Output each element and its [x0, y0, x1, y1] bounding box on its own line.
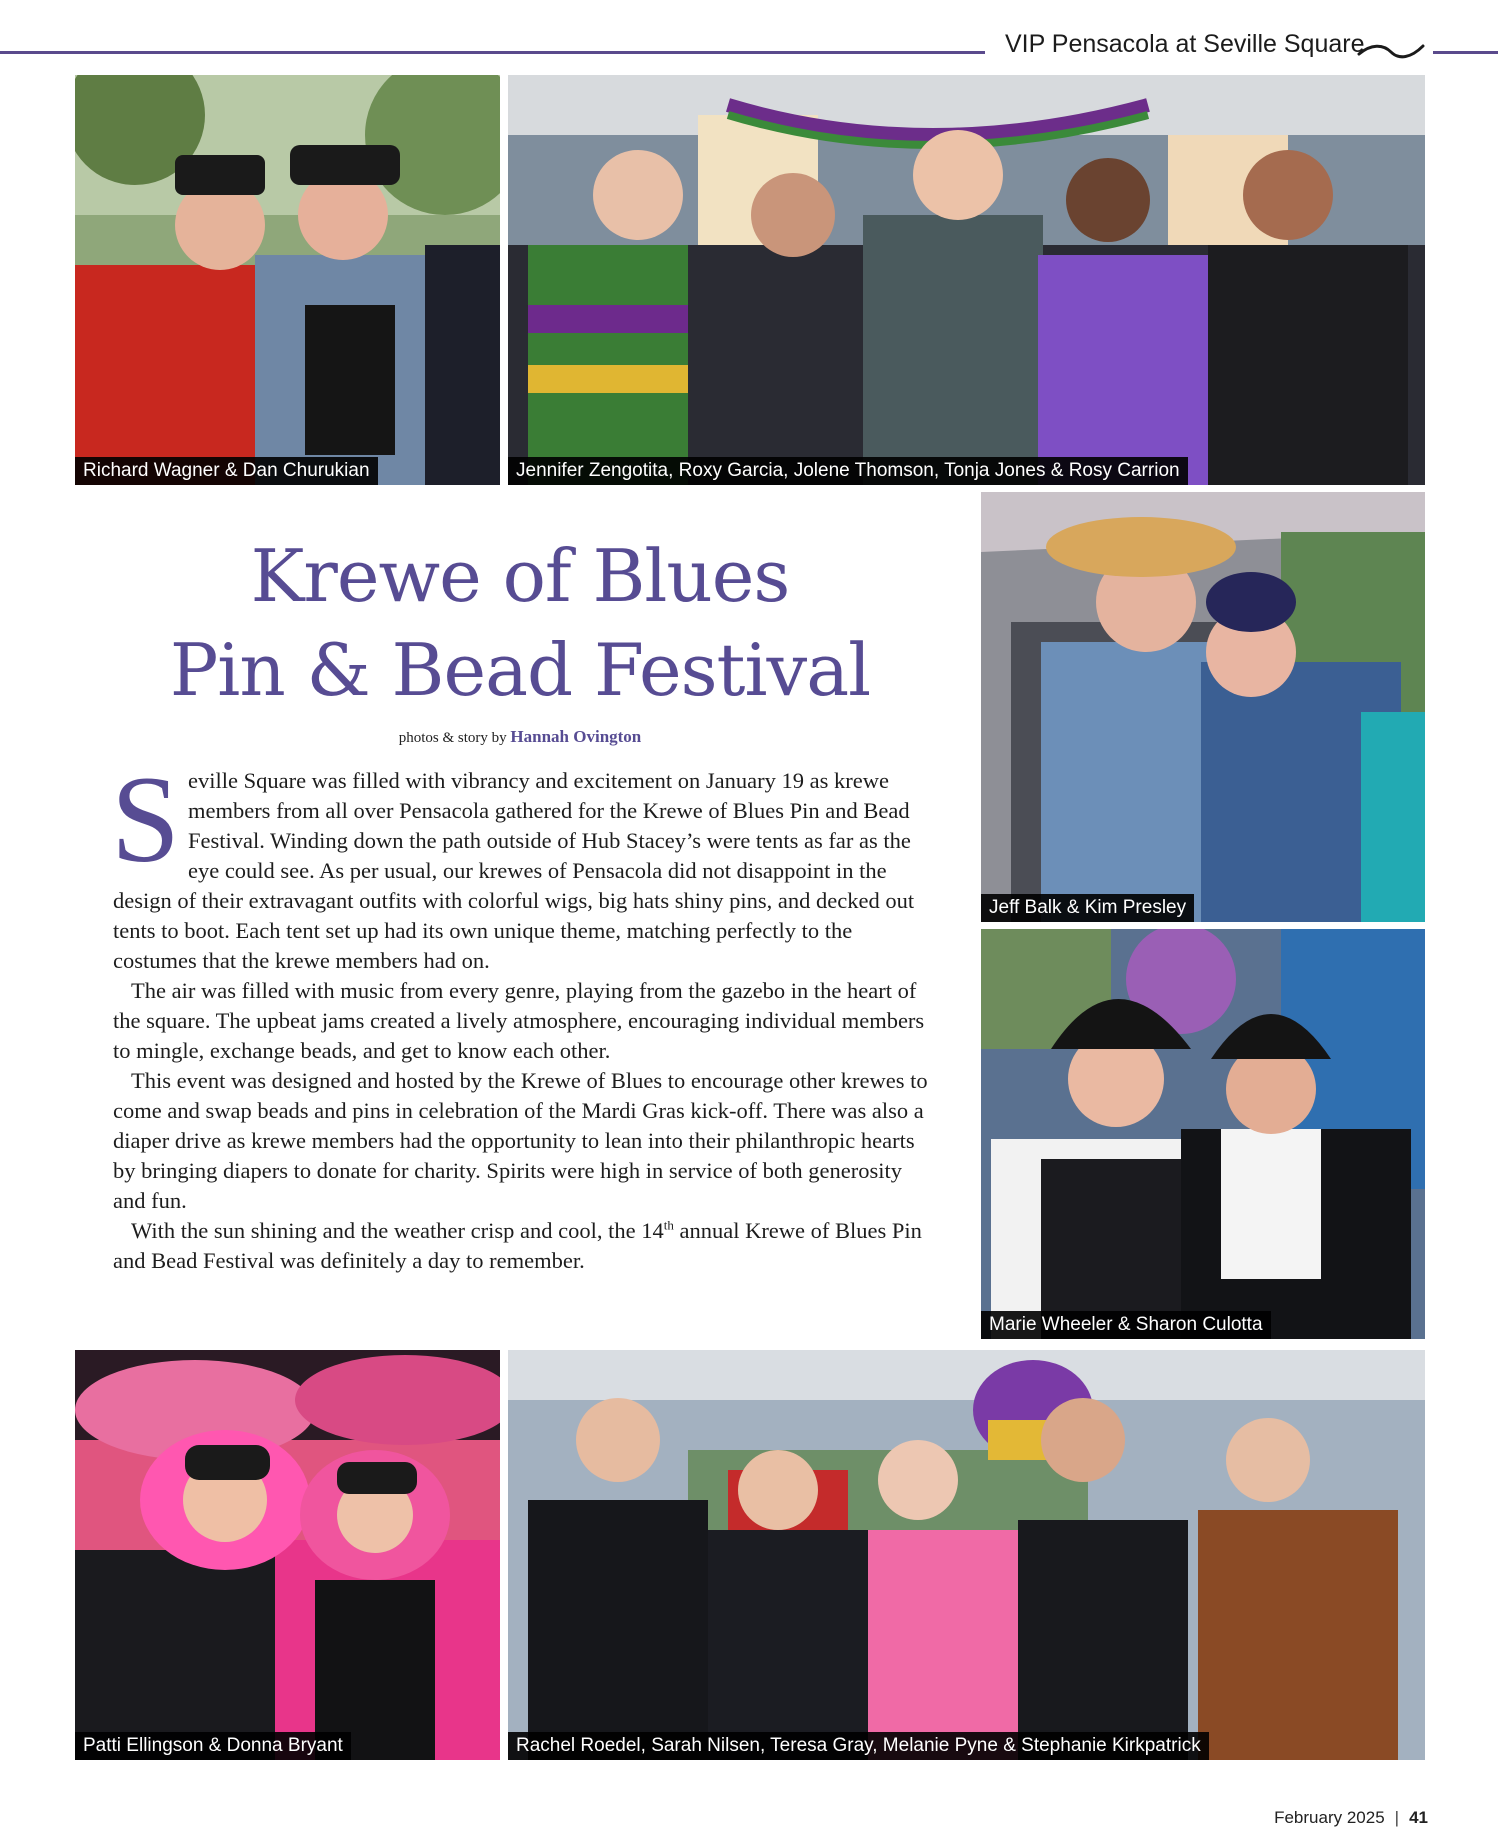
- byline-author: Hannah Ovington: [510, 727, 642, 746]
- photo-scene: [981, 492, 1425, 922]
- photo-scene: [75, 1350, 500, 1760]
- paragraph-1-text: eville Square was filled with vibrancy and excitement on January 19 as krewe members from all over Pensacola gathered for the Krewe of Blues Pin and Bead Festival. Winding down the path outside of Hub Stacey’s were tents as far as the eye could see. As per usual, our krewes of Pensacola did not disappoint in the design of their extravagant outfits with colorful wigs, big hats shiny pins, and decked out tents to boot. Each tent set up had its own unique theme, matching perfectly to the costumes that the krewe members had on.: [113, 768, 915, 973]
- page-footer: [1274, 1808, 1428, 1828]
- photo-scene: [981, 929, 1425, 1339]
- byline: [80, 727, 960, 747]
- photo-caption: Marie Wheeler & Sharon Culotta: [981, 1311, 1271, 1339]
- photo-scene: [75, 75, 500, 485]
- drop-cap: S: [111, 751, 180, 888]
- article-paragraph-1: [111, 751, 933, 976]
- ordinal-suffix: th: [663, 1217, 674, 1233]
- photo-caption: Richard Wagner & Dan Churukian: [75, 457, 378, 485]
- header-rule-right: [1433, 51, 1498, 54]
- footer-separator: |: [1394, 1808, 1400, 1827]
- paragraph-4-text-b: annual Krewe of Blues Pin and Bead Festival was definitely a day to remember.: [113, 1218, 922, 1273]
- paragraph-4-text-a: With the sun shining and the weather crisp and cool, the 14: [131, 1218, 664, 1243]
- article-title-line-2: Pin & Bead Festival: [169, 628, 871, 712]
- byline-prefix: photos & story by: [398, 730, 507, 746]
- photo-rachel-group: [508, 1350, 1425, 1760]
- article-title-line-1: Krewe of Blues: [250, 534, 790, 618]
- issue-date: February 2025: [1274, 1808, 1385, 1827]
- page-number: 41: [1409, 1808, 1428, 1827]
- photo-caption: Patti Ellingson & Donna Bryant: [75, 1732, 351, 1760]
- photo-caption: Jeff Balk & Kim Presley: [981, 894, 1194, 922]
- article-paragraph-4: [113, 1216, 933, 1276]
- article-paragraph-2: The air was filled with music from every genre, playing from the gazebo in the heart of the square. The upbeat jams created a lively atmosphere, encouraging individual members to mingle, exchange beads, and get to know each other.: [113, 978, 925, 1063]
- article-body: [111, 751, 933, 1276]
- photo-caption: Rachel Roedel, Sarah Nilsen, Teresa Gray, Melanie Pyne & Stephanie Kirkpatrick: [508, 1732, 1209, 1760]
- photo-jeff-kim: [981, 492, 1425, 922]
- swash-ornament-icon: [1357, 40, 1425, 62]
- photo-krewe-de-carnaval-group: [508, 75, 1425, 485]
- photo-scene: [508, 75, 1425, 485]
- photo-scene: [508, 1350, 1425, 1760]
- photo-patti-donna: [75, 1350, 500, 1760]
- running-header: VIP Pensacola at Seville Square: [1005, 30, 1365, 58]
- article-paragraph-3: This event was designed and hosted by the Krewe of Blues to encourage other krewes to come and swap beads and pins in celebration of the Mardi Gras kick-off. There was also a diaper drive as krewe members had the opportunity to lean into their philanthropic hearts by bringing diapers to donate for charity. Spirits were high in service of both generosity and fun.: [113, 1068, 928, 1213]
- photo-caption: Jennifer Zengotita, Roxy Garcia, Jolene Thomson, Tonja Jones & Rosy Carrion: [508, 457, 1188, 485]
- photo-richard-dan: [75, 75, 500, 485]
- header-rule-left: [0, 51, 985, 54]
- photo-marie-sharon: [981, 929, 1425, 1339]
